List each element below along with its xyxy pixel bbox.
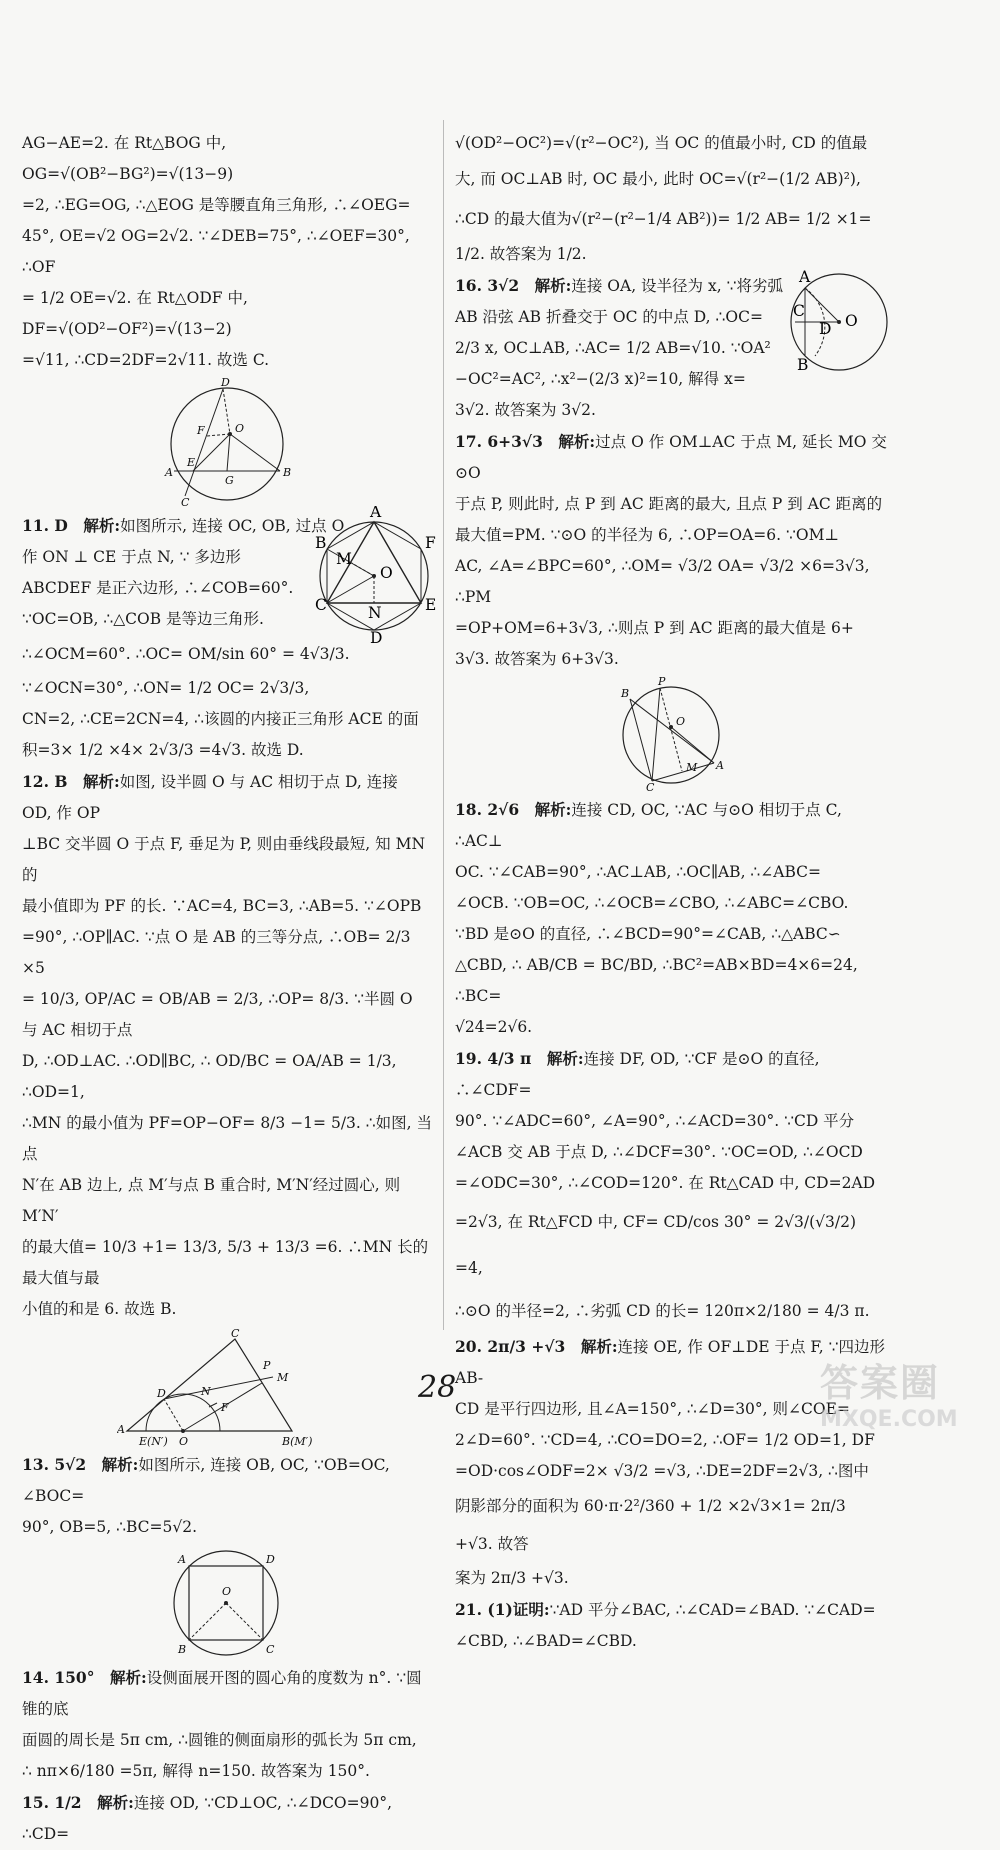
fig-label: A: [716, 759, 724, 772]
text-line: 小值的和是 6. 故选 B.: [22, 1300, 177, 1318]
text-line: △CBD, ∴ AB/CB = BC/BD, ∴BC²=AB×BD=4×6=24, ∴BC=: [455, 956, 863, 1005]
fig-label: O: [380, 564, 393, 582]
fig-label: O: [845, 312, 858, 330]
answer-number: 17. 6+3√3: [455, 432, 543, 451]
text-line: 连接 OA, 设半径为 x, ∵将劣弧: [571, 277, 783, 295]
text-line: =2, ∴EG=OG, ∴△EOG 是等腰直角三角形, ∴∠OEG=: [22, 196, 411, 214]
fig-label: O: [676, 715, 686, 728]
text-line: CN=2, ∴CE=2CN=4, ∴该圆的内接正三角形 ACE 的面: [22, 710, 419, 728]
figure-square-circle: [162, 1545, 292, 1660]
fig-label: F: [425, 534, 436, 552]
proof-label: 证明:: [512, 1600, 550, 1619]
fig-label: O: [235, 422, 245, 435]
fig-label: A: [370, 506, 382, 521]
text-line: = 10/3, OP/AC = OB/AB = 2/3, ∴OP= 8/3. ∵半圆 O 与 AC 相切于点: [22, 990, 418, 1039]
answer-number: 16. 3√2: [455, 276, 520, 295]
fig-label: O: [179, 1435, 189, 1447]
q17: [455, 426, 887, 675]
text-line: CD 是平行四边形, 且∠A=150°, ∴∠D=30°, 则∠COE=: [455, 1400, 850, 1418]
text-line: ∵∠OCN=30°, ∴ON= 1/2 OC= 2√3/3,: [22, 679, 310, 697]
text-line: ∴⊙O 的半径=2, ∴劣弧 CD 的长= 120π×2/180 = 4/3 π.: [455, 1302, 870, 1320]
fig-label: D: [819, 320, 832, 338]
fig-label: B: [178, 1643, 187, 1656]
text-line: 45°, OE=√2 OG=2√2. ∵∠DEB=75°, ∴∠OEF=30°, ∴OF: [22, 227, 415, 276]
fig-label: B: [315, 534, 327, 552]
text-line: ∴CD 的最大值为√(r²−(r²−1/4 AB²))= 1/2 AB= 1/2 ×1=: [455, 210, 872, 228]
text-line: 积=3× 1/2 ×4× 2√3/3 =4√3. 故选 D.: [22, 741, 304, 759]
text-line: D, ∴OD⊥AC. ∴OD∥BC, ∴ OD/BC = OA/AB = 1/3, ∴OD=1,: [22, 1052, 402, 1101]
q19: [455, 1043, 887, 1331]
text-line: ∵BD 是⊙O 的直径, ∴∠BCD=90°=∠CAB, ∴△ABC∽: [455, 925, 841, 943]
text-line: −OC²=AC², ∴x²−(2/3 x)²=10, 解得 x=: [455, 370, 746, 388]
watermark-logo: [820, 1352, 995, 1432]
analysis-label: 解析:: [97, 1793, 134, 1812]
text-line: ∴MN 的最小值为 PF=OP−OF= 8/3 −1= 5/3. ∴如图, 当点: [22, 1114, 432, 1163]
text-line: 连接 DF, OD, ∵CF 是⊙O 的直径, ∴∠CDF=: [455, 1050, 825, 1099]
text-line: 作 ON ⊥ CE 于点 N, ∵ 多边形: [22, 548, 241, 566]
text-line: 如图所示, 连接 OC, OB, 过点 O: [120, 517, 345, 535]
analysis-label: 解析:: [83, 516, 121, 535]
text-line: 阴影部分的面积为 60·π·2²/360 + 1/2 ×2√3×1= 2π/3 +√3. 故答: [455, 1497, 851, 1553]
text-line: 90°, OB=5, ∴BC=5√2.: [22, 1518, 198, 1536]
text-line: 设侧面展开图的圆心角的度数为 n°. ∵圆锥的底: [22, 1669, 422, 1718]
fig-label: C: [793, 302, 805, 320]
fig-label: B(M′): [282, 1435, 313, 1447]
text-line: = 1/2 OE=√2. 在 Rt△ODF 中, DF=√(OD²−OF²)=√(13−2): [22, 289, 253, 338]
text-line: 的最大值= 10/3 +1= 13/3, 5/3 + 13/3 =6. ∴MN 长的最大值与最: [22, 1238, 429, 1287]
analysis-label: 解析:: [101, 1455, 139, 1474]
text-line: 连接 OD, ∵CD⊥OC, ∴∠DCO=90°, ∴CD=: [22, 1794, 397, 1843]
text-line: ⊥BC 交半圆 O 于点 F, 垂足为 P, 则由垂线段最短, 知 MN 的: [22, 835, 430, 884]
fig-label: D: [221, 378, 230, 389]
fig-label: D: [157, 1387, 166, 1400]
watermark-title: 答案圈: [820, 1361, 941, 1405]
fig-label: B: [621, 687, 630, 700]
text-line: 2/3 x, OC⊥AB, ∴AC= 1/2 AB=√10. ∵OA²: [455, 339, 771, 357]
fig-label: M: [336, 550, 352, 568]
fig-label: P: [658, 677, 666, 688]
fig-label: C: [266, 1643, 275, 1656]
q12: [22, 766, 432, 1325]
figure-triangle-semicircle: [117, 1327, 337, 1447]
text-line: AB 沿弦 AB 折叠交于 OC 的中点 D, ∴OC=: [455, 308, 763, 326]
analysis-label: 解析:: [580, 1337, 618, 1356]
text-line: 连接 CD, OC, ∵AC 与⊙O 相切于点 C, ∴AC⊥: [455, 801, 847, 850]
q18: [455, 794, 887, 1043]
text-line: ∠CBD, ∴∠BAD=∠CBD.: [455, 1632, 637, 1650]
q21: [455, 1594, 887, 1657]
text-line: 1/2. 故答案为 1/2.: [455, 245, 587, 263]
answer-number: 12. B: [22, 772, 68, 791]
fig-label: D: [370, 629, 383, 646]
figure-circle-chords: [157, 378, 297, 508]
fig-label: P: [263, 1359, 271, 1372]
fig-label: M: [686, 761, 698, 774]
q14: [22, 1662, 432, 1787]
q15-continuation: [455, 128, 887, 270]
watermark-url: MXQE.COM: [820, 1407, 958, 1432]
left-column: [22, 128, 437, 1850]
analysis-label: 解析:: [534, 800, 572, 819]
fig-label: D: [266, 1553, 275, 1566]
fig-label: A: [165, 466, 173, 479]
text-line: AC, ∠A=∠BPC=60°, ∴OM= √3/2 OA= √3/2 ×6=3√3, ∴PM: [455, 557, 875, 606]
text-line: 于点 P, 则此时, 点 P 到 AC 距离的最大, 且点 P 到 AC 距离的: [455, 495, 883, 513]
text-line: 3√2. 故答案为 3√2.: [455, 401, 596, 419]
text-line: OC. ∵∠CAB=90°, ∴AC⊥AB, ∴OC∥AB, ∴∠ABC=: [455, 863, 821, 881]
text-line: 如图所示, 连接 OB, OC, ∵OB=OC, ∠BOC=: [22, 1456, 395, 1505]
text-line: √24=2√6.: [455, 1018, 533, 1036]
text-line: 最大值=PM. ∵⊙O 的半径为 6, ∴OP=OA=6. ∵OM⊥: [455, 526, 840, 544]
text-line: N′在 AB 边上, 点 M′与点 B 重合时, M′N′经过圆心, 则 M′N′: [22, 1176, 406, 1225]
fig-label: N: [368, 604, 382, 622]
fig-label: C: [231, 1327, 240, 1340]
answer-number: 20. 2π/3 +√3: [455, 1337, 566, 1356]
q15: [22, 1787, 432, 1850]
text-line: 连接 OE, 作 OF⊥DE 于点 F, ∵四边形 AB-: [455, 1338, 890, 1387]
text-line: ∴∠OCM=60°. ∴OC= OM/sin 60° = 4√3/3.: [22, 645, 350, 663]
text-line: 90°. ∵∠ADC=60°, ∠A=90°, ∴∠ACD=30°. ∵CD 平分: [455, 1112, 855, 1130]
fig-label: C: [315, 596, 327, 614]
fig-label: F: [197, 424, 205, 437]
text-line: 大, 而 OC⊥AB 时, OC 最小, 此时 OC=√(r²−(1/2 AB)²),: [455, 170, 861, 188]
fig-label: M: [277, 1371, 289, 1384]
fig-label: O: [222, 1585, 232, 1598]
fig-label: B: [283, 466, 292, 479]
figure-inscribed-triangle: [616, 677, 726, 792]
text-line: =√11, ∴CD=2DF=2√11. 故选 C.: [22, 351, 270, 369]
answer-number: 18. 2√6: [455, 800, 520, 819]
text-line: ∴ nπ×6/180 =5π, 解得 n=150. 故答案为 150°.: [22, 1762, 370, 1780]
text-line: =OP+OM=6+3√3, ∴则点 P 到 AC 距离的最大值是 6+: [455, 619, 854, 637]
answer-number: 11. D: [22, 516, 68, 535]
text-line: =90°, ∴OP∥AC. ∵点 O 是 AB 的三等分点, ∴OB= 2/3 ×5: [22, 928, 416, 977]
q16: [455, 270, 887, 426]
figure-hexagon: [310, 506, 440, 646]
text-line: 案为 2π/3 +√3.: [455, 1569, 569, 1587]
q13: [22, 1449, 432, 1543]
text-line: AG−AE=2. 在 Rt△BOG 中, OG=√(OB²−BG²)=√(13−9): [22, 134, 234, 183]
text-line: 3√3. 故答案为 6+3√3.: [455, 650, 619, 668]
text-line: ∠OCB. ∵OB=OC, ∴∠OCB=∠CBO, ∴∠ABC=∠CBO.: [455, 894, 849, 912]
text-line: =2√3, 在 Rt△FCD 中, CF= CD/cos 30° = 2√3/(√3/2) =4,: [455, 1213, 861, 1277]
fig-label: E(N′): [139, 1435, 168, 1447]
column-divider: [443, 120, 444, 1330]
text-line: 过点 O 作 OM⊥AC 于点 M, 延长 MO 交⊙O: [455, 433, 887, 482]
fig-label: F: [221, 1401, 229, 1414]
text-line: √(OD²−OC²)=√(r²−OC²), 当 OC 的值最小时, CD 的值最: [455, 134, 868, 152]
q11: [22, 506, 437, 766]
text-line: ∠ACB 交 AB 于点 D, ∴∠DCF=30°. ∵OC=OD, ∴∠OCD: [455, 1143, 863, 1161]
analysis-label: 解析:: [558, 432, 596, 451]
analysis-label: 解析:: [82, 772, 120, 791]
fig-label: A: [178, 1553, 186, 1566]
fig-label: A: [799, 270, 811, 286]
analysis-label: 解析:: [546, 1049, 584, 1068]
q10-continuation: [22, 128, 432, 376]
answer-number: 14. 150°: [22, 1668, 95, 1687]
page-number: 28: [418, 1370, 457, 1405]
fig-label: E: [187, 456, 196, 469]
text-line: ∵AD 平分∠BAC, ∴∠CAD=∠BAD. ∵∠CAD=: [549, 1601, 876, 1619]
analysis-label: 解析:: [534, 276, 572, 295]
fig-label: A: [117, 1423, 125, 1436]
text-line: 最小值即为 PF 的长. ∵AC=4, BC=3, ∴AB=5. ∵∠OPB: [22, 897, 422, 915]
answer-number: 15. 1/2: [22, 1793, 82, 1812]
answer-number: 21. (1): [455, 1600, 513, 1619]
fig-label: E: [425, 596, 437, 614]
fig-label: C: [646, 781, 655, 792]
text-line: 如图, 设半圆 O 与 AC 相切于点 D, 连接 OD, 作 OP: [22, 773, 403, 822]
fig-label: G: [225, 474, 234, 487]
text-line: =∠ODC=30°, ∴∠COD=120°. 在 Rt△CAD 中, CD=2AD: [455, 1174, 876, 1192]
text-line: =OD·cos∠ODF=2× √3/2 =√3, ∴DE=2DF=2√3, ∴图中: [455, 1462, 869, 1480]
fig-label: C: [181, 496, 190, 508]
analysis-label: 解析:: [109, 1668, 147, 1687]
fig-label: B: [797, 356, 809, 374]
answer-number: 13. 5√2: [22, 1455, 87, 1474]
text-line: 2∠D=60°. ∵CD=4, ∴CO=DO=2, ∴OF= 1/2 OD=1, DF: [455, 1431, 875, 1449]
text-line: 面圆的周长是 5π cm, ∴圆锥的侧面扇形的弧长为 5π cm,: [22, 1731, 417, 1749]
fig-label: N: [201, 1385, 211, 1398]
text-line: ABCDEF 是正六边形, ∴∠COB=60°.: [22, 579, 294, 597]
text-line: ∵OC=OB, ∴△COB 是等边三角形.: [22, 610, 264, 628]
answer-number: 19. 4/3 π: [455, 1049, 532, 1068]
figure-folded-arc: [787, 270, 897, 380]
